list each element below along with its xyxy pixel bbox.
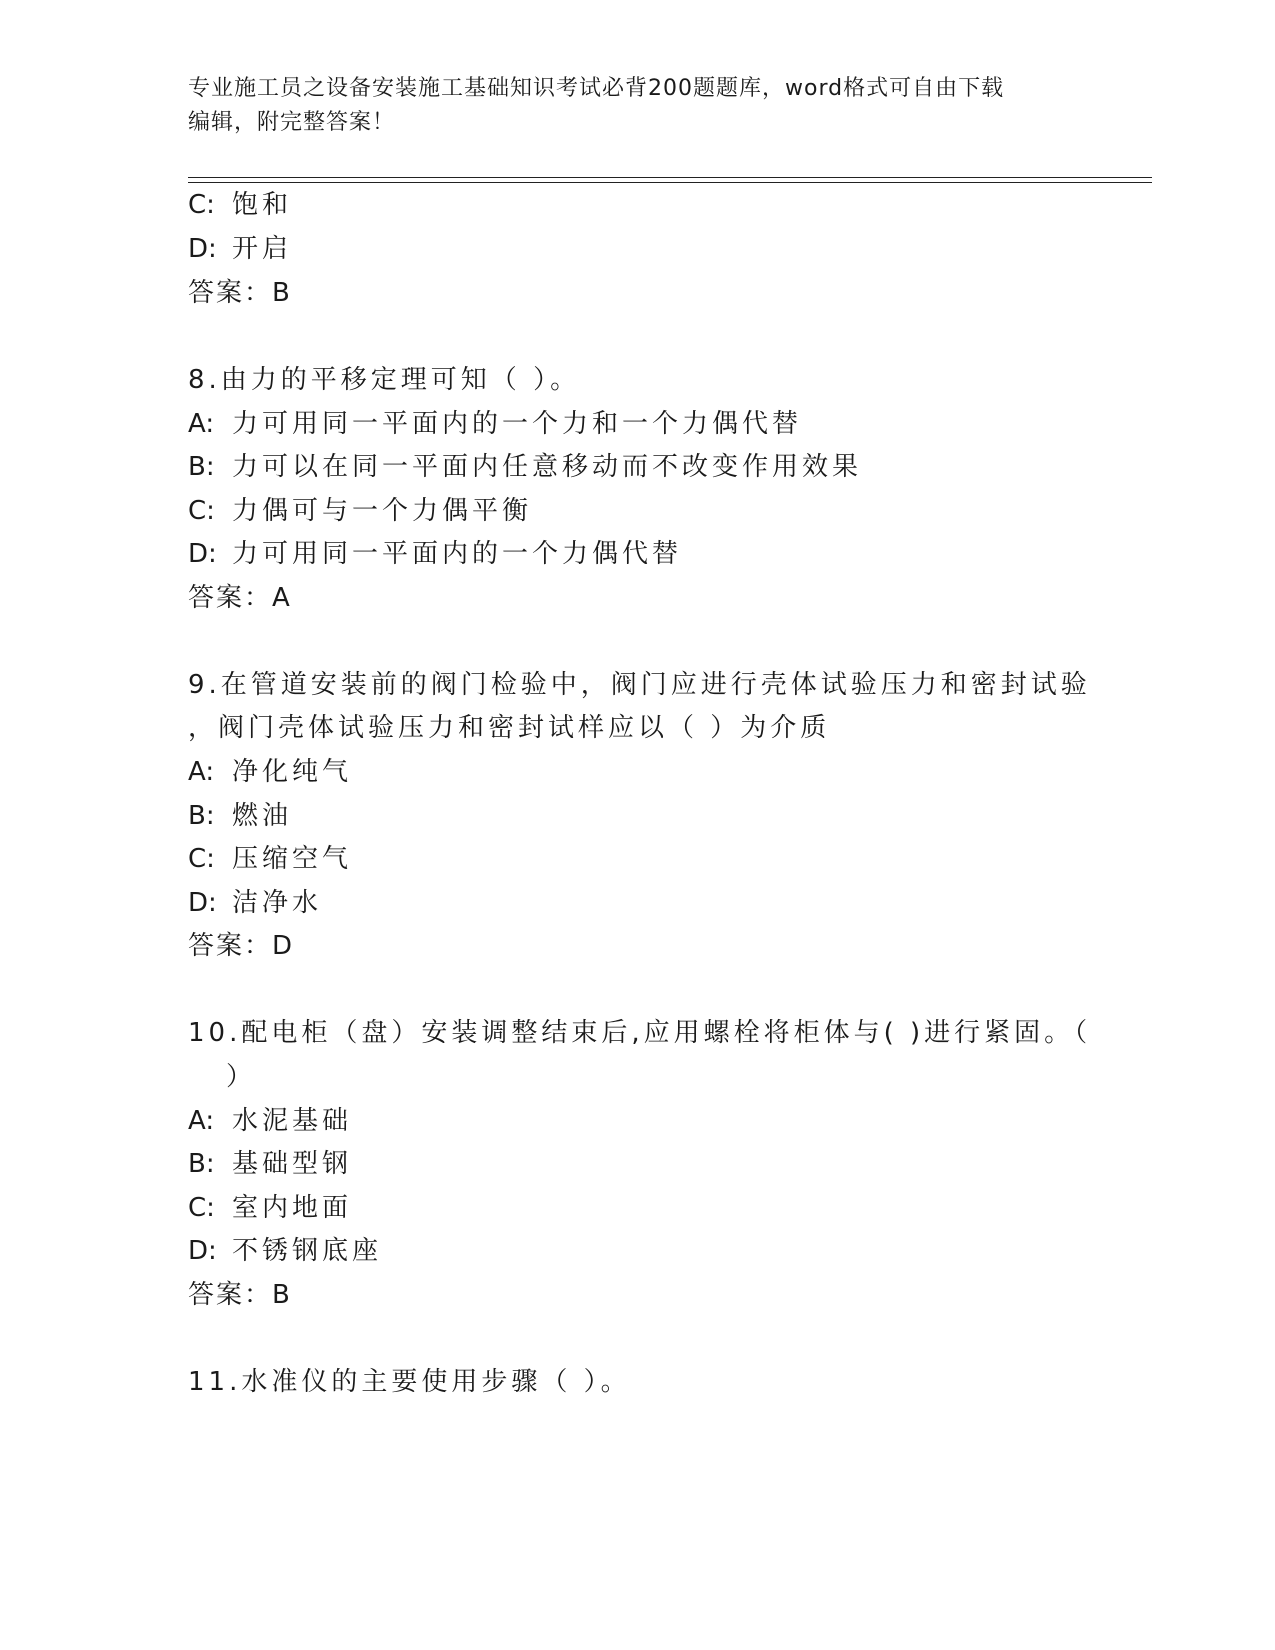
header-divider-top — [188, 177, 1152, 178]
option-key: D: — [188, 888, 217, 918]
option-d — [188, 1234, 382, 1268]
option-d — [188, 232, 292, 266]
answer-line: 答案：A — [188, 583, 292, 613]
option-key: B: — [188, 1149, 215, 1179]
header-divider-bottom — [188, 182, 1152, 183]
question-9-stem-line-1: 9.在管道安装前的阀门检验中，阀门应进行壳体试验压力和密封试验 — [188, 670, 1091, 700]
question-10-stem-line-2: ） — [226, 1062, 257, 1092]
question-8-stem: 8.由力的平移定理可知（ ）。 — [188, 365, 581, 395]
header-line-2: 编辑，附完整答案！ — [188, 110, 396, 135]
option-key: A: — [188, 1106, 215, 1136]
option-key: D: — [188, 1236, 217, 1266]
option-text: 力可以在同一平面内任意移动而不改变作用效果 — [232, 452, 863, 482]
option-key: C: — [188, 844, 215, 874]
answer-line: 答案：B — [188, 278, 292, 308]
option-text: 洁净水 — [232, 888, 323, 918]
option-text: 力可用同一平面内的一个力偶代替 — [232, 539, 683, 569]
option-text: 水泥基础 — [232, 1106, 353, 1136]
option-key: C: — [188, 496, 215, 526]
option-key: B: — [188, 801, 215, 831]
option-text: 基础型钢 — [232, 1149, 353, 1179]
option-key: A: — [188, 409, 215, 439]
option-d — [188, 886, 322, 920]
option-c — [188, 494, 532, 528]
option-a — [188, 755, 352, 789]
option-text: 压缩空气 — [232, 844, 353, 874]
option-key: D: — [188, 539, 217, 569]
option-key: C: — [188, 1193, 215, 1223]
option-key: A: — [188, 757, 215, 787]
header-line-1: 专业施工员之设备安装施工基础知识考试必背200题题库，word格式可自由下载 — [188, 76, 1005, 101]
option-a — [188, 1104, 352, 1138]
option-key: D: — [188, 234, 217, 264]
option-text: 净化纯气 — [232, 757, 353, 787]
question-11-stem: 11.水准仪的主要使用步骤（ ）。 — [188, 1367, 631, 1397]
option-b — [188, 1147, 352, 1181]
option-b — [188, 799, 292, 833]
option-text: 开启 — [232, 234, 293, 264]
option-c — [188, 1191, 352, 1225]
option-a — [188, 407, 802, 441]
option-text: 不锈钢底座 — [232, 1236, 383, 1266]
document-header — [188, 72, 1088, 140]
option-text: 力可用同一平面内的一个力和一个力偶代替 — [232, 409, 803, 439]
option-text: 燃油 — [232, 801, 293, 831]
option-text: 饱和 — [232, 190, 293, 220]
option-key: C: — [188, 190, 215, 220]
answer-line: 答案：B — [188, 1280, 292, 1310]
option-d — [188, 537, 682, 571]
answer-line: 答案：D — [188, 931, 295, 961]
option-key: B: — [188, 452, 215, 482]
question-10-stem-line-1: 10.配电柜（盘）安装调整结束后,应用螺栓将柜体与( )进行紧固。（ — [188, 1018, 1092, 1048]
option-text: 室内地面 — [232, 1193, 353, 1223]
question-9-stem-line-2: ，阀门壳体试验压力和密封试样应以（ ）为介质 — [188, 713, 831, 743]
option-text: 力偶可与一个力偶平衡 — [232, 496, 533, 526]
option-c — [188, 188, 292, 222]
option-c — [188, 842, 352, 876]
option-b — [188, 450, 862, 484]
